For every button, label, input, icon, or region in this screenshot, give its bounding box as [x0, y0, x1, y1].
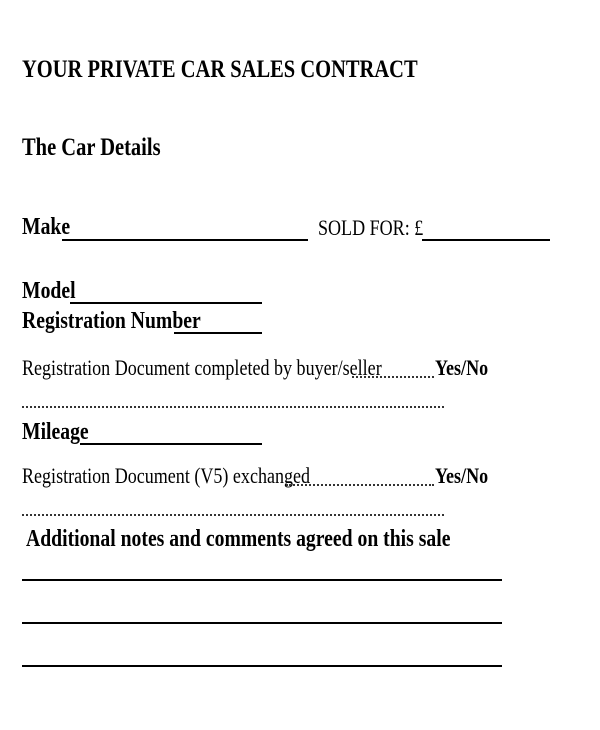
notes-line-2[interactable] — [22, 622, 502, 624]
registration-number-label: Registration Number — [22, 308, 201, 334]
mileage-field-line[interactable] — [80, 443, 262, 445]
car-details-heading: The Car Details — [22, 134, 161, 161]
dotted-line-2[interactable] — [22, 514, 444, 516]
registration-number-field-line[interactable] — [174, 332, 262, 334]
model-field-line[interactable] — [70, 302, 262, 304]
yes-no-1[interactable]: Yes/No — [435, 355, 489, 380]
notes-heading: Additional notes and comments agreed on this sale — [26, 526, 451, 552]
sold-for-label: SOLD FOR: £ — [318, 215, 424, 240]
make-label: Make — [22, 214, 71, 240]
reg-doc-completed-dots[interactable] — [352, 376, 434, 378]
dotted-line-1[interactable] — [22, 406, 444, 408]
sold-for-field-line[interactable] — [422, 239, 550, 241]
model-label: Model — [22, 278, 76, 304]
make-field-line[interactable] — [62, 239, 308, 241]
notes-line-3[interactable] — [22, 665, 502, 667]
contract-title: YOUR PRIVATE CAR SALES CONTRACT — [22, 56, 418, 83]
reg-doc-exchanged-label: Registration Document (V5) exchanged — [22, 463, 311, 488]
yes-no-2[interactable]: Yes/No — [435, 463, 489, 488]
notes-line-1[interactable] — [22, 579, 502, 581]
mileage-label: Mileage — [22, 419, 89, 445]
reg-doc-completed-label: Registration Document completed by buyer/seller — [22, 355, 382, 380]
reg-doc-exchanged-dots[interactable] — [286, 484, 434, 486]
